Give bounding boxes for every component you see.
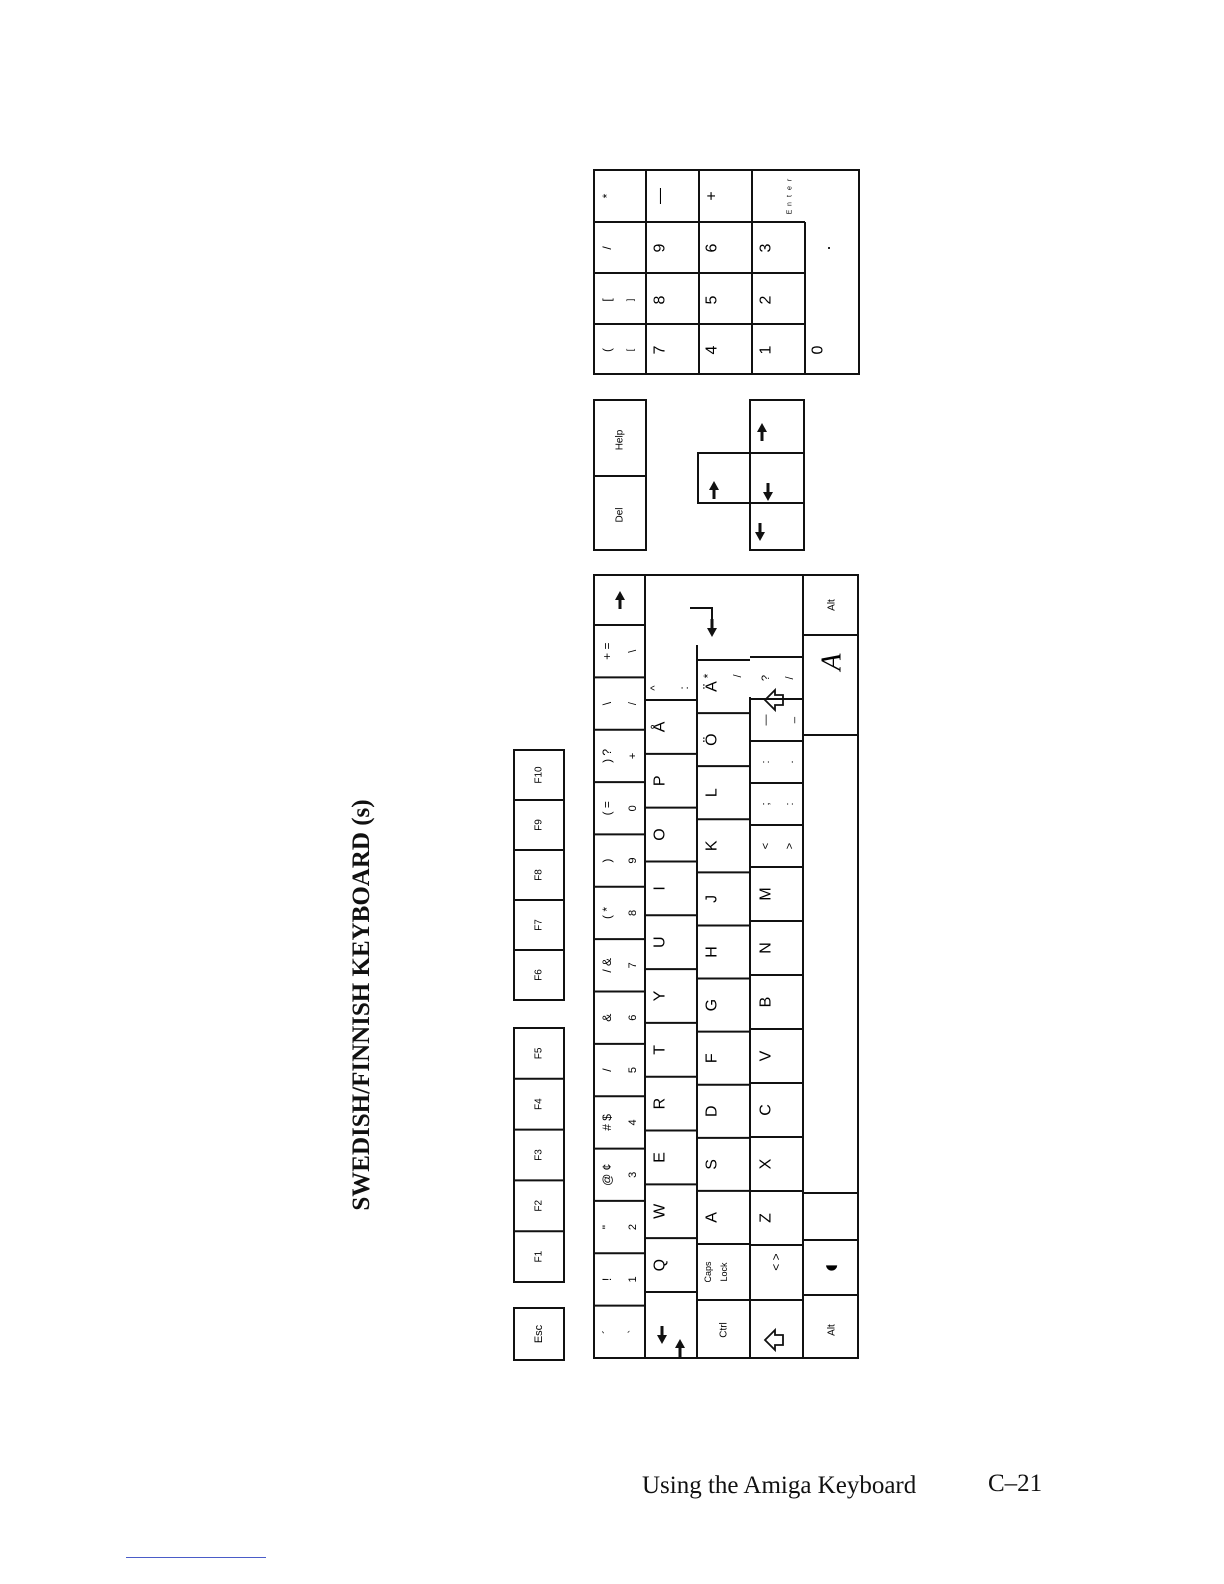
key-g: G <box>703 998 721 1012</box>
key-pair-2-shift: : <box>760 760 772 764</box>
footer-title: Using the Amiga Keyboard <box>642 1472 917 1499</box>
key-pair-3: _ <box>784 716 796 724</box>
numpad-r1-0: ( <box>600 348 614 352</box>
numpad-enter-4: r <box>786 178 794 182</box>
numpad-enter-3: e <box>786 186 794 190</box>
key-num-1: 1 <box>627 1276 639 1283</box>
key-num-11: + <box>627 752 639 760</box>
spacebar <box>803 735 858 1193</box>
key-num-8-shift: ( * <box>600 906 614 919</box>
key-f4-label: F4 <box>533 1098 545 1111</box>
key-x: X <box>757 1158 775 1170</box>
key-e: E <box>651 1152 669 1163</box>
key-q-extra: : <box>677 686 691 690</box>
key-u: U <box>651 936 669 948</box>
numpad-dot: . <box>814 245 834 251</box>
key-num-13-shift: + = <box>600 642 614 660</box>
key-help-label: Help <box>614 429 626 451</box>
key-num-0: ` <box>627 1329 639 1334</box>
numpad-r1-3: * <box>600 193 614 199</box>
tab-arrow-icon-2 <box>675 1339 685 1357</box>
key-num-11-shift: ) ? <box>600 748 614 763</box>
key-å: Å <box>651 721 669 733</box>
numpad-r3-1: 5 <box>703 295 721 305</box>
numpad-r1-1: [ <box>600 298 614 302</box>
numpad-r2-2: 9 <box>651 243 669 253</box>
key-a-extra-shift: * <box>701 673 715 679</box>
key-esc-label: Esc <box>533 1324 545 1344</box>
key-k: K <box>703 840 721 852</box>
key-num-0-shift: ´ <box>600 1329 614 1334</box>
footer-rule <box>126 1557 266 1558</box>
key-num-6: 6 <box>627 1014 639 1021</box>
numpad-r1b-1: ] <box>625 298 635 302</box>
key-q: Q <box>651 1258 669 1272</box>
cursor-down-icon <box>763 483 773 501</box>
key-f5-label: F5 <box>533 1047 545 1060</box>
key-del-label: Del <box>614 507 626 523</box>
key-f7-label: F7 <box>533 919 545 931</box>
key-alt-right-label: Alt <box>826 599 838 611</box>
cursor-up-key <box>698 453 750 503</box>
key-j: J <box>703 894 721 903</box>
numpad-r4-0: 1 <box>757 345 775 355</box>
key-c: C <box>757 1104 775 1116</box>
key-num-2-shift: " <box>600 1224 614 1230</box>
numpad-r2-0: 7 <box>651 345 669 355</box>
cursor-left-icon <box>755 523 765 541</box>
key-f8-label: F8 <box>533 869 545 881</box>
key-n: N <box>757 942 775 954</box>
key-num-9-shift: ) <box>600 858 614 863</box>
key-t: T <box>651 1044 669 1055</box>
key-num-12-shift: \ <box>600 701 614 706</box>
numpad-r3-2: 6 <box>703 243 721 253</box>
key-f1-label: F1 <box>533 1250 545 1263</box>
key-num-3: 3 <box>627 1171 639 1178</box>
key-v: V <box>757 1050 775 1062</box>
key-pair-4-shift: ? <box>760 674 772 682</box>
commodore-logo-icon: ◖ <box>815 1260 845 1276</box>
key-o: O <box>651 828 669 841</box>
key-q-extra-shift: ^ <box>649 685 661 691</box>
cursor-up-icon <box>709 481 719 499</box>
numpad-r4-1: 2 <box>757 295 775 305</box>
page-title: SWEDISH/FINNISH KEYBOARD (s) <box>348 799 375 1211</box>
key-ctrl-label: Ctrl <box>718 1322 730 1338</box>
key-pair-1: : <box>784 802 796 806</box>
numpad-zero: 0 <box>809 345 827 355</box>
key-z: Z <box>757 1213 775 1223</box>
numpad-enter-1: n <box>786 202 794 206</box>
numpad-r1b-0: [ <box>625 348 635 352</box>
numpad-r3-3: + <box>703 191 721 201</box>
key-num-6-shift: & <box>600 1013 614 1022</box>
cursor-lower-block <box>750 400 804 550</box>
key-f3-label: F3 <box>533 1149 545 1161</box>
key-alt-left-label: Alt <box>826 1324 838 1336</box>
key-num-12: / <box>627 702 639 706</box>
amiga-logo-icon: A <box>816 653 848 671</box>
key-f2-label: F2 <box>533 1199 545 1212</box>
key-ä: Ä <box>703 681 721 692</box>
key-num-4: 4 <box>627 1119 639 1126</box>
key-num-10-shift: ( = <box>600 801 614 816</box>
shift-left-icon <box>765 1330 783 1350</box>
key-f: F <box>703 1053 721 1064</box>
key-num-8: 8 <box>627 909 639 917</box>
key-num-5: 5 <box>627 1066 639 1074</box>
key-num-2: 2 <box>627 1224 639 1231</box>
key-num-13: \ <box>627 649 639 653</box>
numpad-r2-1: 8 <box>651 295 669 305</box>
key-lock-label: Lock <box>719 1262 729 1282</box>
key-pair-2: . <box>784 760 796 764</box>
key-ö: Ö <box>703 733 721 746</box>
numpad-r4-2: 3 <box>757 243 775 253</box>
key-m: M <box>757 887 775 901</box>
key-num-5-shift: / <box>600 1068 614 1072</box>
key-i: I <box>651 886 669 891</box>
key-l: L <box>703 788 721 798</box>
key-r: R <box>651 1097 669 1110</box>
page-number: C–21 <box>988 1470 1043 1497</box>
key-caps-label: Caps <box>703 1261 713 1283</box>
key-f9-label: F9 <box>533 819 545 831</box>
key-num-7-shift: / & <box>600 957 614 973</box>
return-arrowhead-icon <box>707 619 717 637</box>
cursor-right-icon <box>757 423 767 441</box>
key-num-9: 9 <box>627 857 639 864</box>
key-pair-4: / <box>784 676 796 680</box>
key-num-10: 0 <box>627 805 639 812</box>
key-pair-0-shift: < <box>760 842 772 850</box>
key-f10-label: F10 <box>533 766 545 784</box>
key-a: A <box>703 1212 721 1223</box>
numpad-r1-2: / <box>600 246 614 250</box>
key-b: B <box>757 996 775 1008</box>
key-num-4-shift: # $ <box>600 1114 614 1131</box>
key-pair-3-shift: — <box>760 714 772 726</box>
return-arrow-icon <box>690 608 712 625</box>
key-a-extra: / <box>732 674 744 678</box>
key-f6-label: F6 <box>533 969 545 981</box>
key-s: S <box>703 1159 721 1170</box>
key-p: P <box>651 775 669 787</box>
key-num-1-shift: ! <box>600 1277 614 1282</box>
numpad-r3-0: 4 <box>703 345 721 355</box>
key-w: W <box>651 1203 669 1219</box>
key-pair-0: > <box>784 842 796 850</box>
key-num-7: 7 <box>627 962 639 969</box>
numpad-enter-0: E <box>786 209 794 215</box>
key-angle-brackets: < > <box>769 1253 783 1271</box>
key-d: D <box>703 1105 721 1118</box>
numpad-enter-2: t <box>786 195 794 197</box>
backspace-arrow-icon <box>615 591 625 609</box>
key-pair-1-shift: ; <box>760 802 772 806</box>
key-num-3-shift: @ ¢ <box>600 1163 614 1186</box>
numpad-r2-3: — <box>651 188 669 204</box>
tab-arrow-icon <box>657 1326 667 1344</box>
key-y: Y <box>651 990 669 1002</box>
key-h: H <box>703 946 721 958</box>
